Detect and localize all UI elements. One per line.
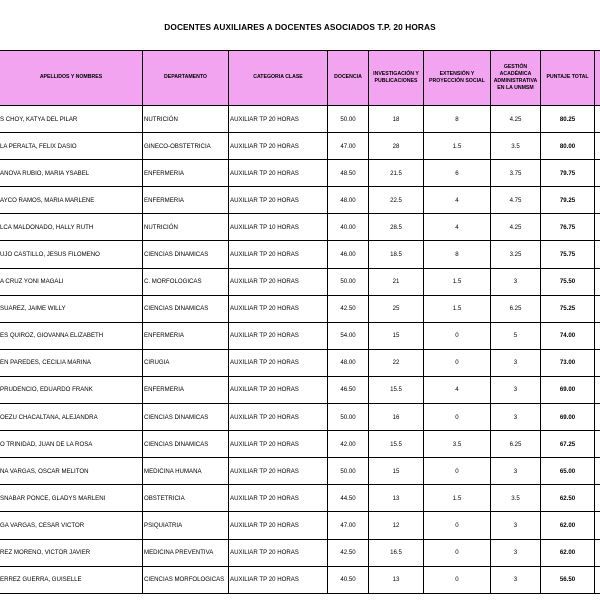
- cell-puntaje: 62.00: [541, 512, 595, 539]
- cell-puntaje: 62.00: [541, 539, 595, 566]
- cell-extension: 6: [424, 160, 491, 187]
- header-categoria: CATEGORIA CLASE: [229, 51, 328, 106]
- cell-categoria: AUXILIAR TP 20 HORAS: [229, 187, 328, 214]
- cell-investigacion: 15.5: [369, 431, 424, 458]
- header-docencia: DOCENCIA: [328, 51, 369, 106]
- cell-gestion: 3: [491, 512, 541, 539]
- cell-investigacion: 21.5: [369, 160, 424, 187]
- cell-puntaje: 62.50: [541, 485, 595, 512]
- cell-categoria: AUXILIAR TP 20 HORAS: [229, 458, 328, 485]
- cell-departamento: MEDICINA PREVENTIVA: [143, 539, 229, 566]
- header-extra: [595, 51, 600, 106]
- header-gestion: GESTIÓN ACADÉMICA ADMINISTRATIVA EN LA UNMSM: [491, 51, 541, 106]
- cell-nombre: [0, 566, 143, 593]
- cell-extra: [595, 133, 600, 160]
- cell-extension: 0: [424, 349, 491, 376]
- cell-categoria: AUXILIAR TP 20 HORAS: [229, 376, 328, 403]
- cell-extra: [595, 376, 600, 403]
- cell-categoria: AUXILIAR TP 20 HORAS: [229, 106, 328, 133]
- cell-departamento: OBSTETRICIA: [143, 485, 229, 512]
- cell-gestion: 4.25: [491, 214, 541, 241]
- cell-nombre: [0, 458, 143, 485]
- cell-nombre: [0, 295, 143, 322]
- cell-puntaje: 56.50: [541, 566, 595, 593]
- nombre-text: ERREZ GUERRA, GUISELLE: [0, 576, 82, 584]
- cell-extension: 4: [424, 214, 491, 241]
- cell-investigacion: 22: [369, 349, 424, 376]
- cell-nombre: [0, 106, 143, 133]
- cell-nombre: [0, 485, 143, 512]
- ranking-table: [0, 50, 600, 594]
- cell-investigacion: 15.5: [369, 376, 424, 403]
- cell-extra: [595, 160, 600, 187]
- cell-categoria: AUXILIAR TP 20 HORAS: [229, 349, 328, 376]
- cell-nombre: [0, 539, 143, 566]
- cell-docencia: 40.50: [328, 566, 369, 593]
- nombre-text: LA PERALTA, FELIX DASIO: [0, 142, 77, 150]
- table-row: [0, 566, 600, 593]
- cell-extension: 0: [424, 322, 491, 349]
- header-nombres: APELLIDOS Y NOMBRES: [0, 51, 143, 106]
- cell-nombre: [0, 187, 143, 214]
- cell-extension: 1.5: [424, 295, 491, 322]
- cell-departamento: CIENCIAS DINAMICAS: [143, 295, 229, 322]
- cell-categoria: AUXILIAR TP 20 HORAS: [229, 133, 328, 160]
- cell-puntaje: 75.25: [541, 295, 595, 322]
- nombre-text: REZ MORENO, VICTOR JAVIER: [0, 549, 91, 557]
- cell-nombre: [0, 376, 143, 403]
- cell-docencia: 44.50: [328, 485, 369, 512]
- cell-puntaje: 67.25: [541, 431, 595, 458]
- cell-departamento: GINECO-OBSTETRICIA: [143, 133, 229, 160]
- table-row: [0, 349, 600, 376]
- cell-departamento: ENFERMERIA: [143, 160, 229, 187]
- cell-gestion: 3: [491, 539, 541, 566]
- cell-categoria: AUXILIAR TP 20 HORAS: [229, 295, 328, 322]
- nombre-text: ANOVA RUBIO, MARIA YSABEL: [0, 169, 90, 177]
- cell-investigacion: 16.5: [369, 539, 424, 566]
- cell-categoria: AUXILIAR TP 20 HORAS: [229, 268, 328, 295]
- cell-extension: 1.5: [424, 133, 491, 160]
- cell-nombre: [0, 214, 143, 241]
- table-row: [0, 485, 600, 512]
- cell-puntaje: 75.50: [541, 268, 595, 295]
- cell-docencia: 50.00: [328, 106, 369, 133]
- nombre-text: A CRUZ YONI MAGALI: [0, 278, 64, 286]
- cell-investigacion: 22.5: [369, 187, 424, 214]
- cell-gestion: 3: [491, 404, 541, 431]
- cell-extension: 0: [424, 539, 491, 566]
- cell-docencia: 46.00: [328, 241, 369, 268]
- table-row: [0, 187, 600, 214]
- cell-docencia: 48.50: [328, 160, 369, 187]
- cell-extra: [595, 404, 600, 431]
- cell-investigacion: 15: [369, 458, 424, 485]
- cell-departamento: CIENCIAS MORFOLOGICAS: [143, 566, 229, 593]
- cell-categoria: AUXILIAR TP 20 HORAS: [229, 512, 328, 539]
- cell-puntaje: 80.25: [541, 106, 595, 133]
- header-departamento: DEPARTAMENTO: [143, 51, 229, 106]
- cell-nombre: [0, 404, 143, 431]
- cell-categoria: AUXILIAR TP 20 HORAS: [229, 566, 328, 593]
- cell-gestion: 3: [491, 458, 541, 485]
- cell-nombre: [0, 133, 143, 160]
- cell-docencia: 42.00: [328, 431, 369, 458]
- cell-puntaje: 75.75: [541, 241, 595, 268]
- cell-investigacion: 15: [369, 322, 424, 349]
- cell-departamento: CIENCIAS DINAMICAS: [143, 241, 229, 268]
- cell-extra: [595, 458, 600, 485]
- cell-investigacion: 18.5: [369, 241, 424, 268]
- cell-investigacion: 12: [369, 512, 424, 539]
- cell-categoria: AUXILIAR TP 20 HORAS: [229, 241, 328, 268]
- cell-gestion: 6.25: [491, 295, 541, 322]
- cell-departamento: CIENCIAS DINAMICAS: [143, 431, 229, 458]
- cell-extension: 8: [424, 241, 491, 268]
- cell-docencia: 48.00: [328, 349, 369, 376]
- cell-extra: [595, 214, 600, 241]
- cell-investigacion: 13: [369, 485, 424, 512]
- cell-nombre: [0, 268, 143, 295]
- cell-investigacion: 21: [369, 268, 424, 295]
- cell-docencia: 50.00: [328, 404, 369, 431]
- table-row: [0, 106, 600, 133]
- cell-departamento: C. MORFOLOGICAS: [143, 268, 229, 295]
- cell-gestion: 3.5: [491, 485, 541, 512]
- cell-investigacion: 28.5: [369, 214, 424, 241]
- cell-extension: 8: [424, 106, 491, 133]
- cell-extra: [595, 349, 600, 376]
- cell-extension: 0: [424, 566, 491, 593]
- cell-investigacion: 25: [369, 295, 424, 322]
- table-row: [0, 458, 600, 485]
- cell-extra: [595, 512, 600, 539]
- cell-gestion: 4.75: [491, 187, 541, 214]
- cell-puntaje: 73.00: [541, 349, 595, 376]
- cell-gestion: 5: [491, 322, 541, 349]
- cell-extension: 0: [424, 458, 491, 485]
- cell-extension: 4: [424, 376, 491, 403]
- nombre-text: SUAREZ, JAIME WILLY: [0, 305, 66, 313]
- nombre-text: SNABAR PONCE, GLADYS MARLENI: [0, 494, 106, 502]
- cell-gestion: 3: [491, 349, 541, 376]
- nombre-text: LCA MALDONADO, HALLY RUTH: [0, 223, 94, 231]
- cell-puntaje: 79.25: [541, 187, 595, 214]
- cell-docencia: 48.00: [328, 187, 369, 214]
- cell-categoria: AUXILIAR TP 10 HORAS: [229, 214, 328, 241]
- cell-categoria: AUXILIAR TP 20 HORAS: [229, 404, 328, 431]
- cell-extra: [595, 241, 600, 268]
- cell-investigacion: 13: [369, 566, 424, 593]
- cell-docencia: 50.00: [328, 268, 369, 295]
- cell-gestion: 3.25: [491, 241, 541, 268]
- cell-docencia: 47.00: [328, 512, 369, 539]
- cell-categoria: AUXILIAR TP 20 HORAS: [229, 431, 328, 458]
- nombre-text: PRUDENCIO, EDUARDO FRANK: [0, 386, 93, 394]
- table-row: [0, 268, 600, 295]
- table-row: [0, 512, 600, 539]
- cell-puntaje: 65.00: [541, 458, 595, 485]
- cell-investigacion: 16: [369, 404, 424, 431]
- cell-extra: [595, 566, 600, 593]
- cell-departamento: NUTRICIÓN: [143, 106, 229, 133]
- table-row: [0, 539, 600, 566]
- cell-extra: [595, 539, 600, 566]
- cell-gestion: 4.25: [491, 106, 541, 133]
- table-body: [0, 106, 600, 594]
- cell-extension: 1.5: [424, 268, 491, 295]
- table-row: [0, 241, 600, 268]
- cell-extension: 0: [424, 512, 491, 539]
- cell-extra: [595, 485, 600, 512]
- cell-extension: 1.5: [424, 485, 491, 512]
- nombre-text: EN PAREDES, CECILIA MARINA: [0, 359, 91, 367]
- nombre-text: OEZU CHACALTANA, ALEJANDRA: [0, 413, 98, 421]
- cell-nombre: [0, 349, 143, 376]
- nombre-text: AYCO RAMOS, MARIA MARLENE: [0, 196, 95, 204]
- cell-gestion: 3: [491, 376, 541, 403]
- table-row: [0, 214, 600, 241]
- header-investigacion: INVESTIGACIÓN Y PUBLICACIONES: [369, 51, 424, 106]
- cell-puntaje: 80.00: [541, 133, 595, 160]
- cell-puntaje: 74.00: [541, 322, 595, 349]
- cell-extra: [595, 187, 600, 214]
- cell-puntaje: 76.75: [541, 214, 595, 241]
- nombre-text: S CHOY, KATYA DEL PILAR: [0, 115, 78, 123]
- table-row: [0, 404, 600, 431]
- cell-extra: [595, 295, 600, 322]
- table-header-row: [0, 51, 600, 106]
- cell-extra: [595, 322, 600, 349]
- table-row: [0, 133, 600, 160]
- header-puntaje: PUNTAJE TOTAL: [541, 51, 595, 106]
- cell-gestion: 3.5: [491, 133, 541, 160]
- cell-investigacion: 28: [369, 133, 424, 160]
- cell-gestion: 3.75: [491, 160, 541, 187]
- cell-gestion: 3: [491, 566, 541, 593]
- cell-gestion: 3: [491, 268, 541, 295]
- cell-gestion: 6.25: [491, 431, 541, 458]
- cell-puntaje: 79.75: [541, 160, 595, 187]
- table-row: [0, 376, 600, 403]
- cell-docencia: 40.00: [328, 214, 369, 241]
- cell-docencia: 46.50: [328, 376, 369, 403]
- cell-categoria: AUXILIAR TP 20 HORAS: [229, 539, 328, 566]
- table-row: [0, 295, 600, 322]
- nombre-text: UJO CASTILLO, JESUS FILOMENO: [0, 251, 100, 259]
- cell-nombre: [0, 322, 143, 349]
- nombre-text: ES QUIROZ, GIOVANNA ELIZABETH: [0, 332, 104, 340]
- cell-nombre: [0, 160, 143, 187]
- cell-categoria: AUXILIAR TP 20 HORAS: [229, 485, 328, 512]
- cell-investigacion: 18: [369, 106, 424, 133]
- cell-departamento: CIENCIAS DINAMICAS: [143, 404, 229, 431]
- cell-docencia: 54.00: [328, 322, 369, 349]
- table-row: [0, 160, 600, 187]
- cell-categoria: AUXILIAR TP 20 HORAS: [229, 322, 328, 349]
- cell-puntaje: 69.00: [541, 376, 595, 403]
- cell-extra: [595, 431, 600, 458]
- cell-nombre: [0, 431, 143, 458]
- cell-extra: [595, 268, 600, 295]
- cell-docencia: 42.50: [328, 539, 369, 566]
- cell-nombre: [0, 512, 143, 539]
- cell-departamento: PSIQUIATRIA: [143, 512, 229, 539]
- table-row: [0, 322, 600, 349]
- nombre-text: NA VARGAS, OSCAR MELITON: [0, 467, 89, 475]
- cell-extension: 4: [424, 187, 491, 214]
- cell-docencia: 50.00: [328, 458, 369, 485]
- cell-extension: 3.5: [424, 431, 491, 458]
- cell-puntaje: 69.00: [541, 404, 595, 431]
- cell-extra: [595, 106, 600, 133]
- document-title: DOCENTES AUXILIARES A DOCENTES ASOCIADOS T.P. 20 HORAS: [164, 22, 436, 32]
- header-extension: EXTENSIÓN Y PROYECCIÓN SOCIAL: [424, 51, 491, 106]
- cell-categoria: AUXILIAR TP 20 HORAS: [229, 160, 328, 187]
- cell-nombre: [0, 241, 143, 268]
- cell-departamento: MEDICINA HUMANA: [143, 458, 229, 485]
- cell-departamento: ENFERMERIA: [143, 376, 229, 403]
- cell-departamento: ENFERMERIA: [143, 187, 229, 214]
- cell-docencia: 42.50: [328, 295, 369, 322]
- cell-docencia: 47.00: [328, 133, 369, 160]
- nombre-text: O TRINIDAD, JUAN DE LA ROSA: [0, 440, 93, 448]
- nombre-text: GA VARGAS, CESAR VICTOR: [0, 521, 85, 529]
- cell-departamento: CIRUGIA: [143, 349, 229, 376]
- cell-departamento: ENFERMERIA: [143, 322, 229, 349]
- cell-extension: 0: [424, 404, 491, 431]
- cell-departamento: NUTRICIÓN: [143, 214, 229, 241]
- table-row: [0, 431, 600, 458]
